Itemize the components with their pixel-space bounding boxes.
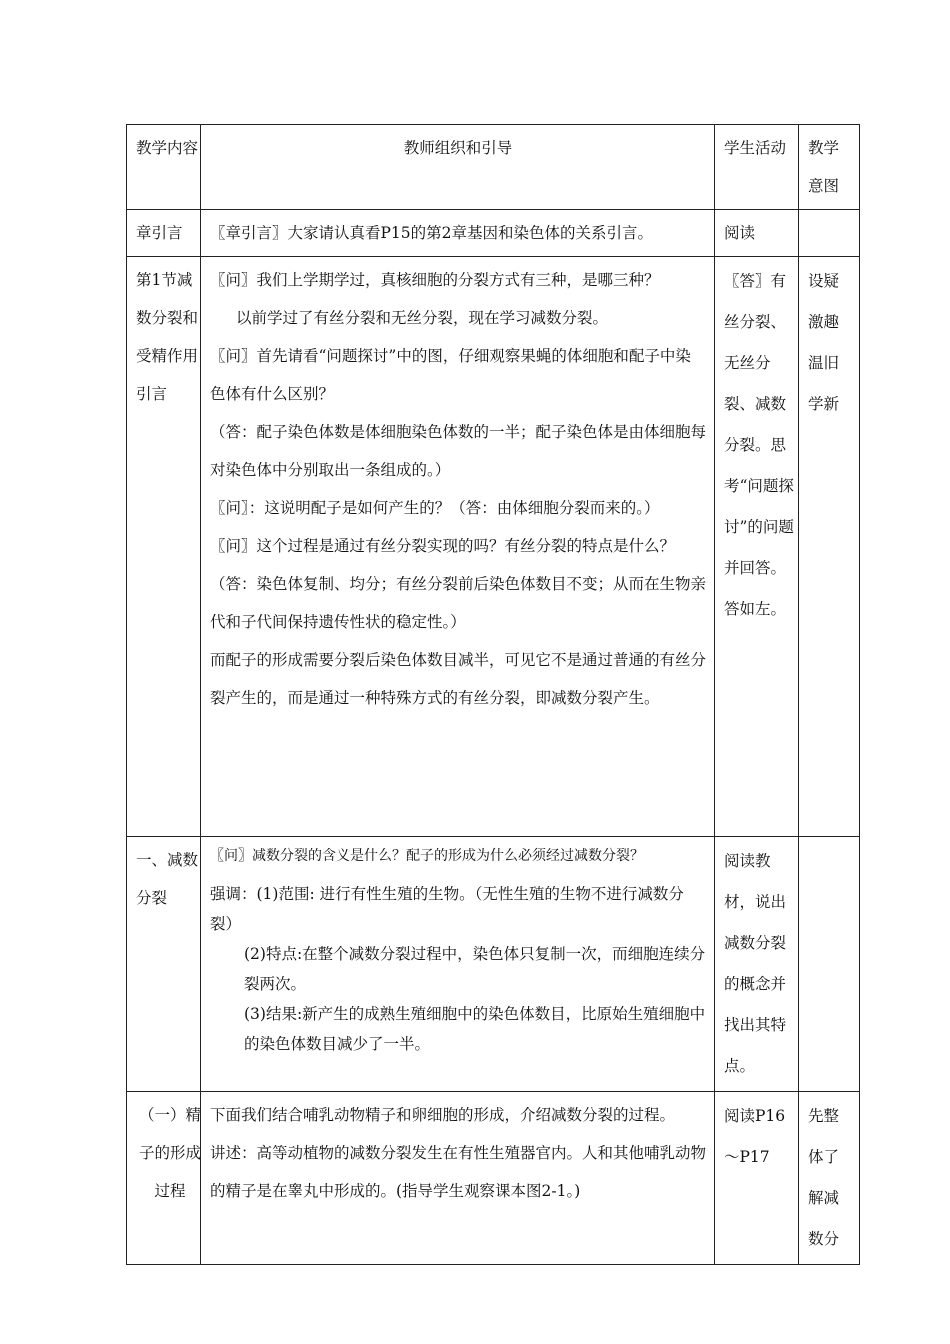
row-student: 阅读P16～P17 — [715, 1092, 799, 1265]
row-content: 章引言 — [127, 210, 201, 257]
header-intent: 教学意图 — [799, 125, 860, 210]
row-content: 一、减数分裂 — [127, 837, 201, 1092]
table-header-row — [127, 125, 860, 210]
row-intent: 先整体了解减数分 — [799, 1092, 860, 1265]
row-content: 第1节减数分裂和受精作用引言 — [127, 257, 201, 837]
row-teacher: 下面我们结合哺乳动物精子和卵细胞的形成，介绍减数分裂的过程。 讲述：高等动植物的减数分裂发生在有性生殖器官内。人和其他哺乳动物的精子是在睾丸中形成的。(指导学生观察课本图2-1。) — [201, 1092, 715, 1265]
row-student: 阅读 — [715, 210, 799, 257]
row-student: 〖答〗有丝分裂、无丝分裂、减数分裂。思考“问题探讨”的问题并回答。答如左。 — [715, 257, 799, 837]
row-teacher: 〖问〗减数分裂的含义是什么？配子的形成为什么必须经过减数分裂？ 强调：(1)范围: 进行有性生殖的生物。（无性生殖的生物不进行减数分裂） (2)特点:在整个减数分裂过程中，染色体只复制一次，而细胞连续分裂两次。 (3)结果:新产生的成熟生殖细胞中的染色体数目，比原始生殖细胞中的染色体数目减少了一半。 — [201, 837, 715, 1092]
row-teacher: 〖问〗我们上学期学过，真核细胞的分裂方式有三种，是哪三种？ 以前学过了有丝分裂和无丝分裂，现在学习减数分裂。 〖问〗首先请看“问题探讨”中的图，仔细观察果蝇的体细胞和配子中染色体有什么区别？ （答：配子染色体数是体细胞染色体数的一半；配子染色体是由体细胞每对染色体中分别取出一条组成的。） 〖问〗：这说明配子是如何产生的？（答：由体细胞分裂而来的。） 〖问〗这个过程是通过有丝分裂实现的吗？有丝分裂的特点是什么？ （答：染色体复制、均分；有丝分裂前后染色体数目不变；从而在生物亲代和子代间保持遗传性状的稳定性。） 而配子的形成需要分裂后染色体数目减半，可见它不是通过普通的有丝分裂产生的，而是通过一种特殊方式的有丝分裂，即减数分裂产生。 — [201, 257, 715, 837]
row-intent — [799, 210, 860, 257]
row-intent — [799, 837, 860, 1092]
table-row — [127, 257, 860, 837]
table-row — [127, 837, 860, 1092]
header-teacher: 教师组织和引导 — [201, 125, 715, 210]
header-student: 学生活动 — [715, 125, 799, 210]
table-row — [127, 1092, 860, 1265]
row-student: 阅读教材，说出减数分裂的概念并找出其特点。 — [715, 837, 799, 1092]
header-content: 教学内容 — [127, 125, 201, 210]
row-teacher: 〖章引言〗大家请认真看P15的第2章基因和染色体的关系引言。 — [201, 210, 715, 257]
row-content: （一）精子的形成过程 — [127, 1092, 201, 1265]
row-intent: 设疑激趣温旧学新 — [799, 257, 860, 837]
table-row — [127, 210, 860, 257]
lesson-plan-table — [126, 124, 860, 1265]
